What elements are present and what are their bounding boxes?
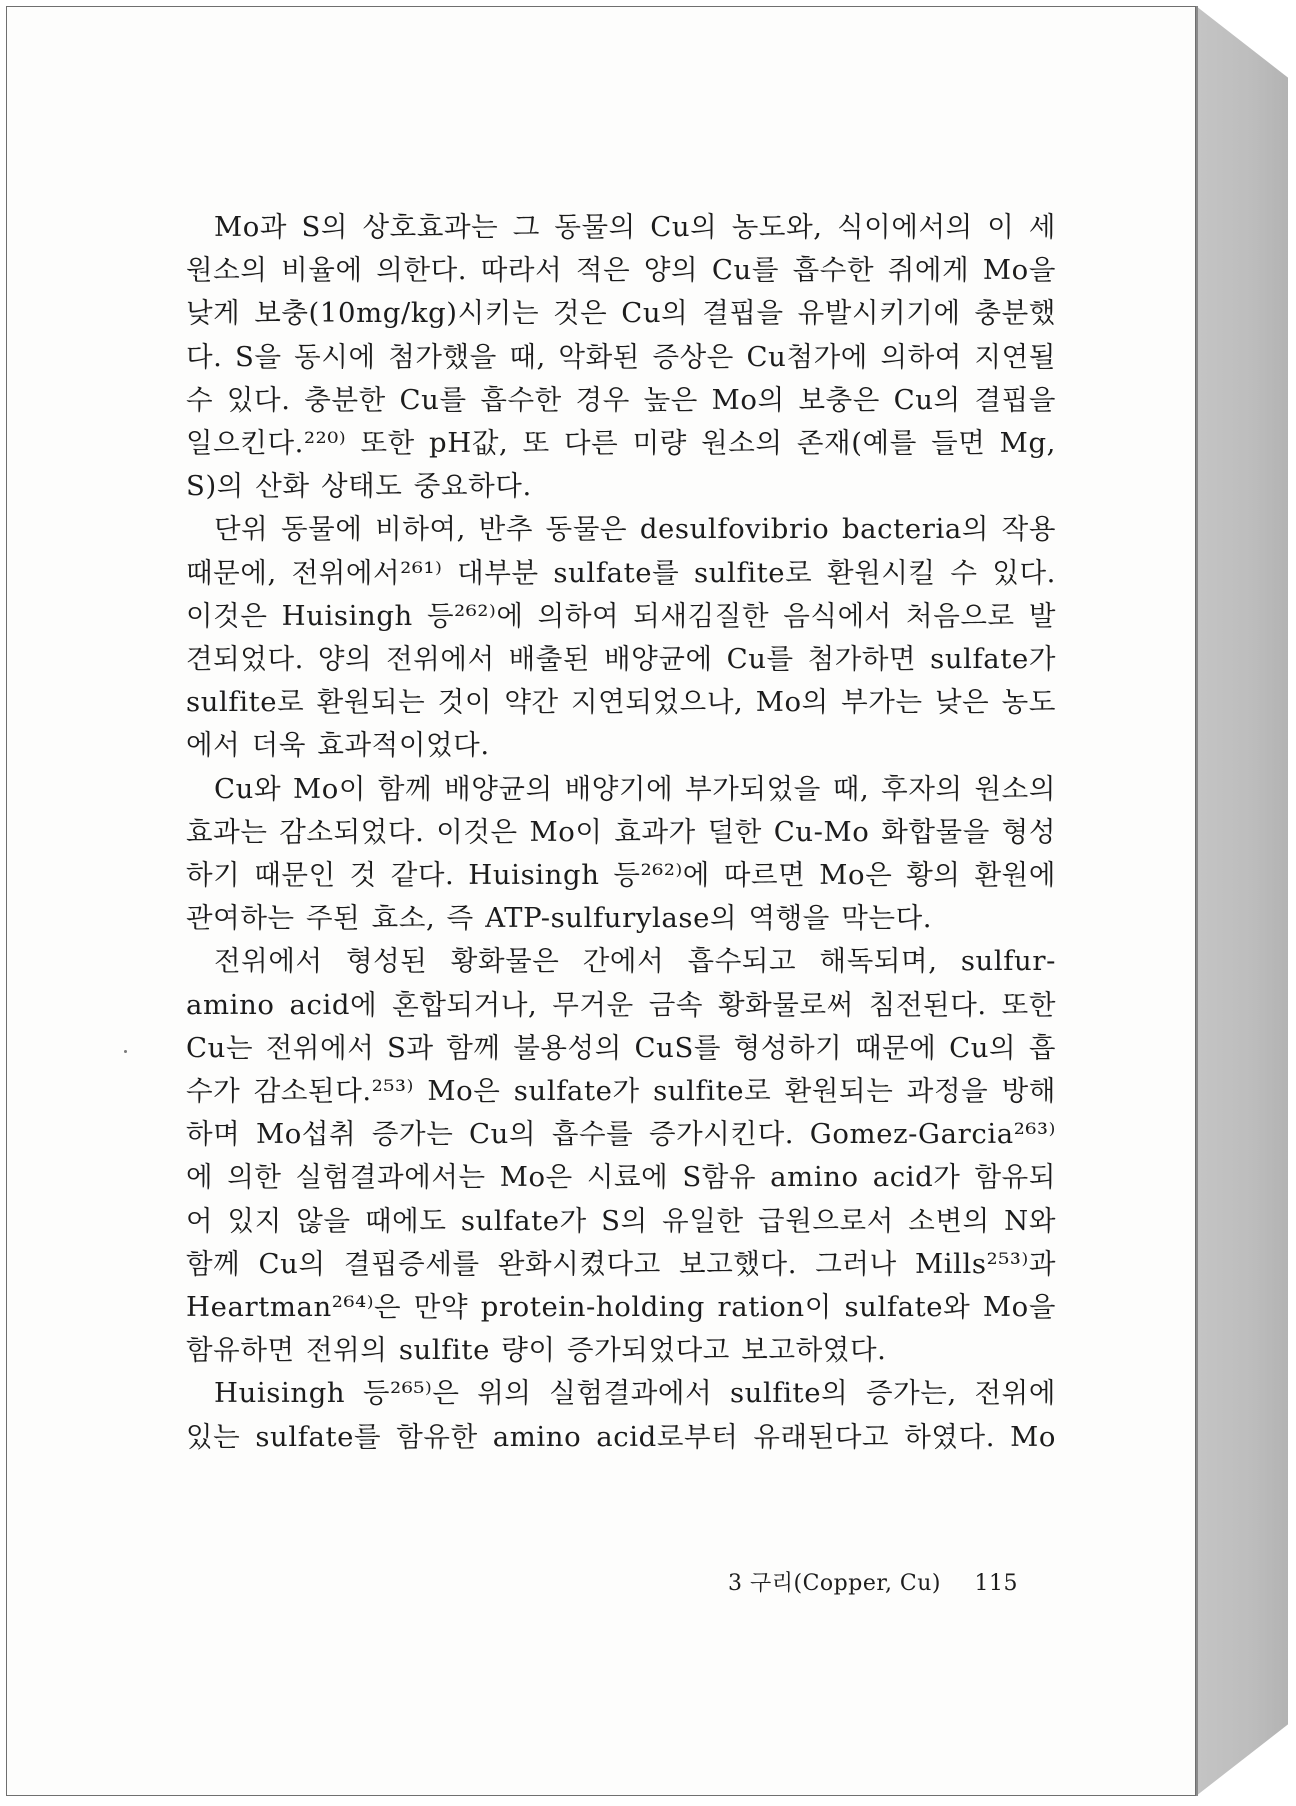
scan-speck xyxy=(124,1050,127,1053)
paragraph-huisingh-sulfite: Huisingh 등²⁶⁵⁾은 위의 실험결과에서 sulfite의 증가는, 전위에 있는 sulfate를 함유한 amino acid로부터 유래된다고 하였다. Mo xyxy=(186,1377,1056,1453)
page-number: 115 xyxy=(974,1571,1019,1596)
body-text xyxy=(186,206,1056,1459)
chapter-title: 3 구리(Copper, Cu) xyxy=(728,1571,942,1596)
page-footer xyxy=(728,1566,1018,1597)
paragraph-sulfide-absorption: 전위에서 형성된 황화물은 간에서 흡수되고 해독되며, sulfur-amino acid에 혼합되거나, 무거운 금속 황화물로써 침전된다. 또한 Cu는 전위에서 S과 함께 불용성의 CuS를 형성하기 때문에 Cu의 흡수가 감소된다.²⁵³⁾ Mo은 sulfate가 sulfite로 환원되는 과정을 방해하며 Mo섭취 증가는 Cu의 흡수를 증가시킨다. Gomez-Garcia²⁶³⁾에 의한 실험결과에서는 Mo은 시료에 S함유 amino acid가 함유되어 있지 않을 때에도 sulfate가 S의 유일한 급원으로서 소변의 N와 함께 Cu의 결핍증세를 완화시켰다고 보고했다. 그러나 Mills²⁵³⁾과 Heartman²⁶⁴⁾은 만약 protein-holding ration이 sulfate와 Mo을 함유하면 전위의 sulfite 량이 증가되었다고 보고하였다. xyxy=(186,945,1056,1367)
paragraph-ruminant-sulfate: 단위 동물에 비하여, 반추 동물은 desulfovibrio bacteria의 작용 때문에, 전위에서²⁶¹⁾ 대부분 sulfate를 sulfite로 환원시킬 수 있다. 이것은 Huisingh 등²⁶²⁾에 의하여 되새김질한 음식에서 처음으로 발견되었다. 양의 전위에서 배출된 배양균에 Cu를 첨가하면 sulfate가 sulfite로 환원되는 것이 약간 지연되었으나, Mo의 부가는 낮은 농도에서 더욱 효과적이었다. xyxy=(186,513,1056,762)
page-edge-line xyxy=(1196,6,1198,1796)
paragraph-cu-mo-culture: Cu와 Mo이 함께 배양균의 배양기에 부가되었을 때, 후자의 원소의 효과는 감소되었다. 이것은 Mo이 효과가 덜한 Cu-Mo 화합물을 형성하기 때문인 것 같다. Huisingh 등²⁶²⁾에 따르면 Mo은 황의 환원에 관여하는 주된 효소, 즉 ATP-sulfurylase의 역행을 막는다. xyxy=(186,772,1056,935)
page-stack-shadow xyxy=(1196,6,1288,1796)
paragraph-mo-s-interaction: Mo과 S의 상호효과는 그 동물의 Cu의 농도와, 식이에서의 이 세 원소의 비율에 의한다. 따라서 적은 양의 Cu를 흡수한 쥐에게 Mo을 낮게 보충(10mg/kg)시키는 것은 Cu의 결핍을 유발시키기에 충분했다. S을 동시에 첨가했을 때, 악화된 증상은 Cu첨가에 의하여 지연될 수 있다. 충분한 Cu를 흡수한 경우 높은 Mo의 보충은 Cu의 결핍을 일으킨다.²²⁰⁾ 또한 pH값, 또 다른 미량 원소의 존재(예를 들면 Mg, S)의 산화 상태도 중요하다. xyxy=(186,211,1056,503)
